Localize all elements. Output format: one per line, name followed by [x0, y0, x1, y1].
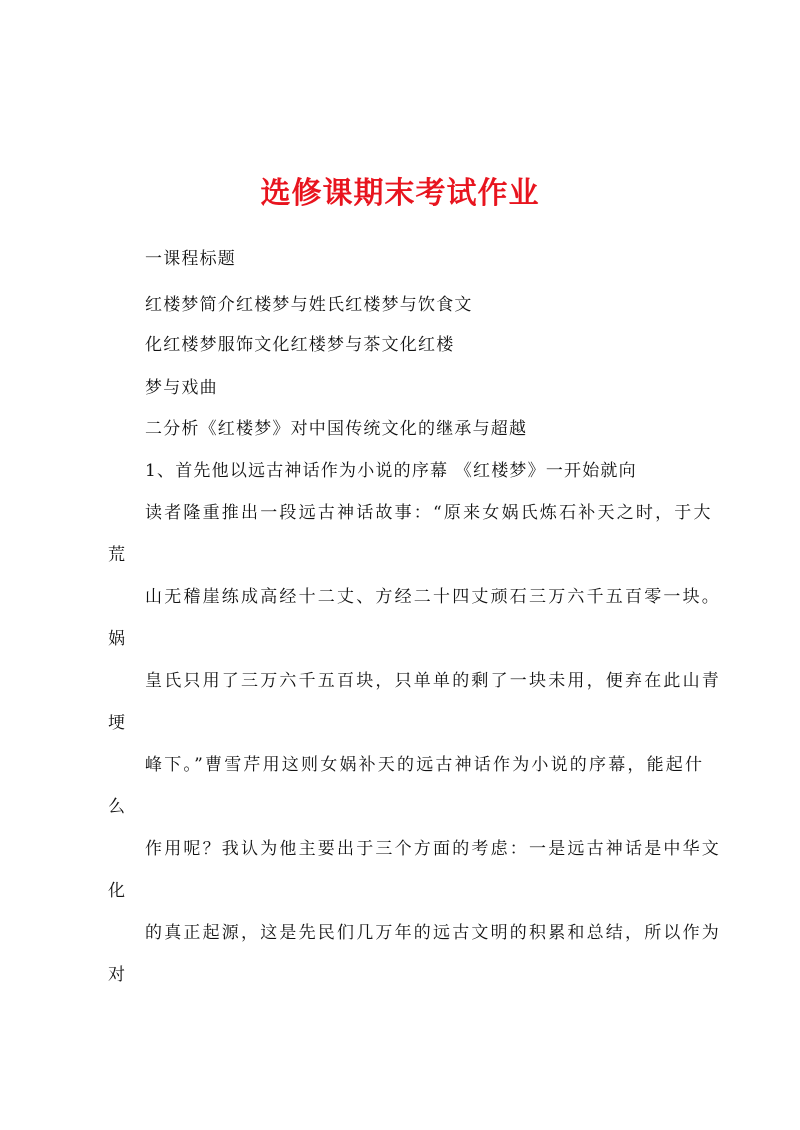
text-line: 红楼梦简介红楼梦与姓氏红楼梦与饮食文	[145, 295, 473, 315]
document-title: 选修课期末考试作业	[260, 176, 540, 211]
wrapped-char: 么	[108, 797, 125, 817]
text-line: 梦与戏曲	[145, 378, 218, 398]
wrapped-char: 化	[108, 881, 125, 901]
text-line: 读者隆重推出一段远古神话故事：“原来女娲氏炼石补天之时，于大	[145, 503, 713, 523]
wrapped-char: 对	[108, 965, 125, 985]
text-line: 1、首先他以远古神话作为小说的序幕 《红楼梦》一开始就向	[145, 461, 637, 481]
text-line: 峰下。”曹雪芹用这则女娲补天的远古神话作为小说的序幕，能起什	[145, 755, 705, 775]
text-line: 皇氏只用了三万六千五百块，只单单的剩了一块未用，便弃在此山青	[145, 671, 721, 691]
wrapped-char: 娲	[108, 629, 125, 649]
text-line: 山无稽崖练成高经十二丈、方经二十四丈顽石三万六千五百零一块。	[145, 587, 721, 607]
wrapped-char: 埂	[108, 713, 125, 733]
text-line: 二分析《红楼梦》对中国传统文化的继承与超越	[145, 419, 528, 439]
text-line: 作用呢？我认为他主要出于三个方面的考虑：一是远古神话是中华文	[145, 839, 721, 859]
text-line: 化红楼梦服饰文化红楼梦与茶文化红楼	[145, 335, 455, 355]
text-line: 的真正起源，这是先民们几万年的远古文明的积累和总结，所以作为	[145, 923, 721, 943]
text-line: 一课程标题	[145, 249, 236, 269]
wrapped-char: 荒	[108, 545, 125, 565]
